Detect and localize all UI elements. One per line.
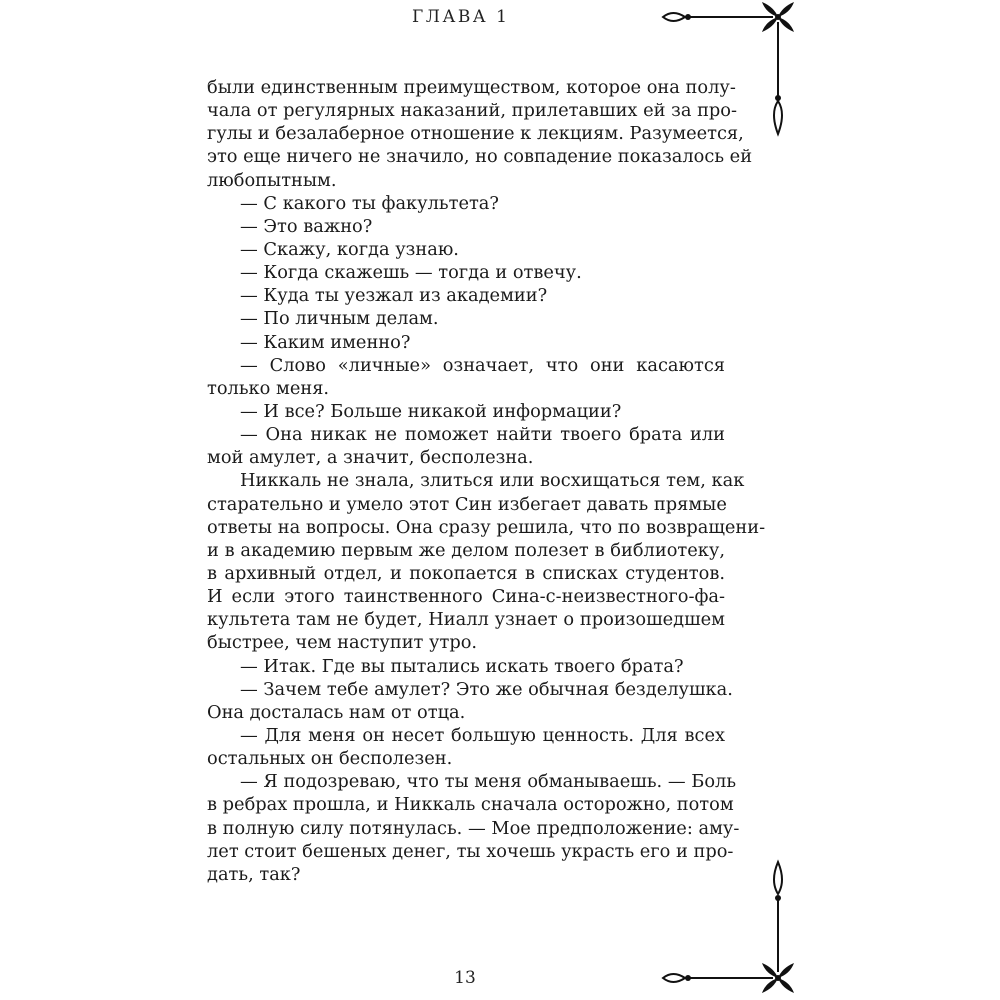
text-line: любопытным. <box>207 169 337 191</box>
text-line: в полную силу потянулась. — Мое предположение: аму- <box>207 817 740 839</box>
text-line: в ребрах прошла, и Никкаль сначала осторожно, потом <box>207 794 734 816</box>
text-line: — С какого ты факультета? <box>240 192 499 214</box>
chapter-header: ГЛАВА 1 <box>412 7 510 27</box>
text-line: — По личным делам. <box>240 308 439 330</box>
text-line: И если этого таинственного Сина-с-неизвестного-фа- <box>207 586 725 608</box>
text-line: — Куда ты уезжал из академии? <box>240 285 548 307</box>
text-line: ответы на вопросы. Она сразу решила, что по возвращени- <box>207 516 766 538</box>
page-number: 13 <box>454 968 476 988</box>
text-line: — Это важно? <box>240 215 373 237</box>
text-line: мой амулет, а значит, бесполезна. <box>207 447 534 469</box>
text-line: остальных он бесполезен. <box>207 748 453 770</box>
text-line: и в академию первым же делом полезет в библиотеку, <box>207 539 725 561</box>
text-line: — И все? Больше никакой информации? <box>240 400 622 422</box>
text-line: только меня. <box>207 377 330 399</box>
text-line: старательно и умело этот Син избегает давать прямые <box>207 493 727 515</box>
text-line: быстрее, чем наступит утро. <box>207 632 478 654</box>
text-line: дать, так? <box>207 863 301 885</box>
text-line: в архивный отдел, и покопается в списках студентов. <box>207 562 725 584</box>
text-line: чала от регулярных наказаний, прилетавших ей за про- <box>207 100 738 122</box>
text-line: — Каким именно? <box>240 331 411 353</box>
text-line: лет стоит бешеных денег, ты хочешь украсть его и про- <box>207 840 734 862</box>
text-line: были единственным преимуществом, которое она полу- <box>207 77 736 98</box>
text-line: — Я подозреваю, что ты меня обманываешь. — Боль <box>240 771 736 793</box>
text-line: это еще ничего не значило, но совпадение показалось ей <box>207 146 753 168</box>
text-line: — Для меня он несет большую ценность. Для всех <box>240 724 725 746</box>
text-line: культета там не будет, Ниалл узнает о произошедшем <box>207 609 725 631</box>
text-line: — Она никак не поможет найти твоего брата или <box>240 424 725 446</box>
body-text <box>207 76 766 886</box>
text-line: — Слово «личные» означает, что они касаются <box>240 354 725 376</box>
text-line: Никкаль не знала, злиться или восхищаться тем, как <box>240 470 745 492</box>
text-line: — Итак. Где вы пытались искать твоего брата? <box>240 655 684 677</box>
text-line: гулы и безалаберное отношение к лекциям. Разумеется, <box>207 123 744 145</box>
text-line: Она досталась нам от отца. <box>207 701 466 723</box>
text-line: — Зачем тебе амулет? Это же обычная безделушка. <box>240 678 733 700</box>
text-line: — Скажу, когда узнаю. <box>240 238 459 260</box>
text-line: — Когда скажешь — тогда и отвечу. <box>240 262 582 284</box>
